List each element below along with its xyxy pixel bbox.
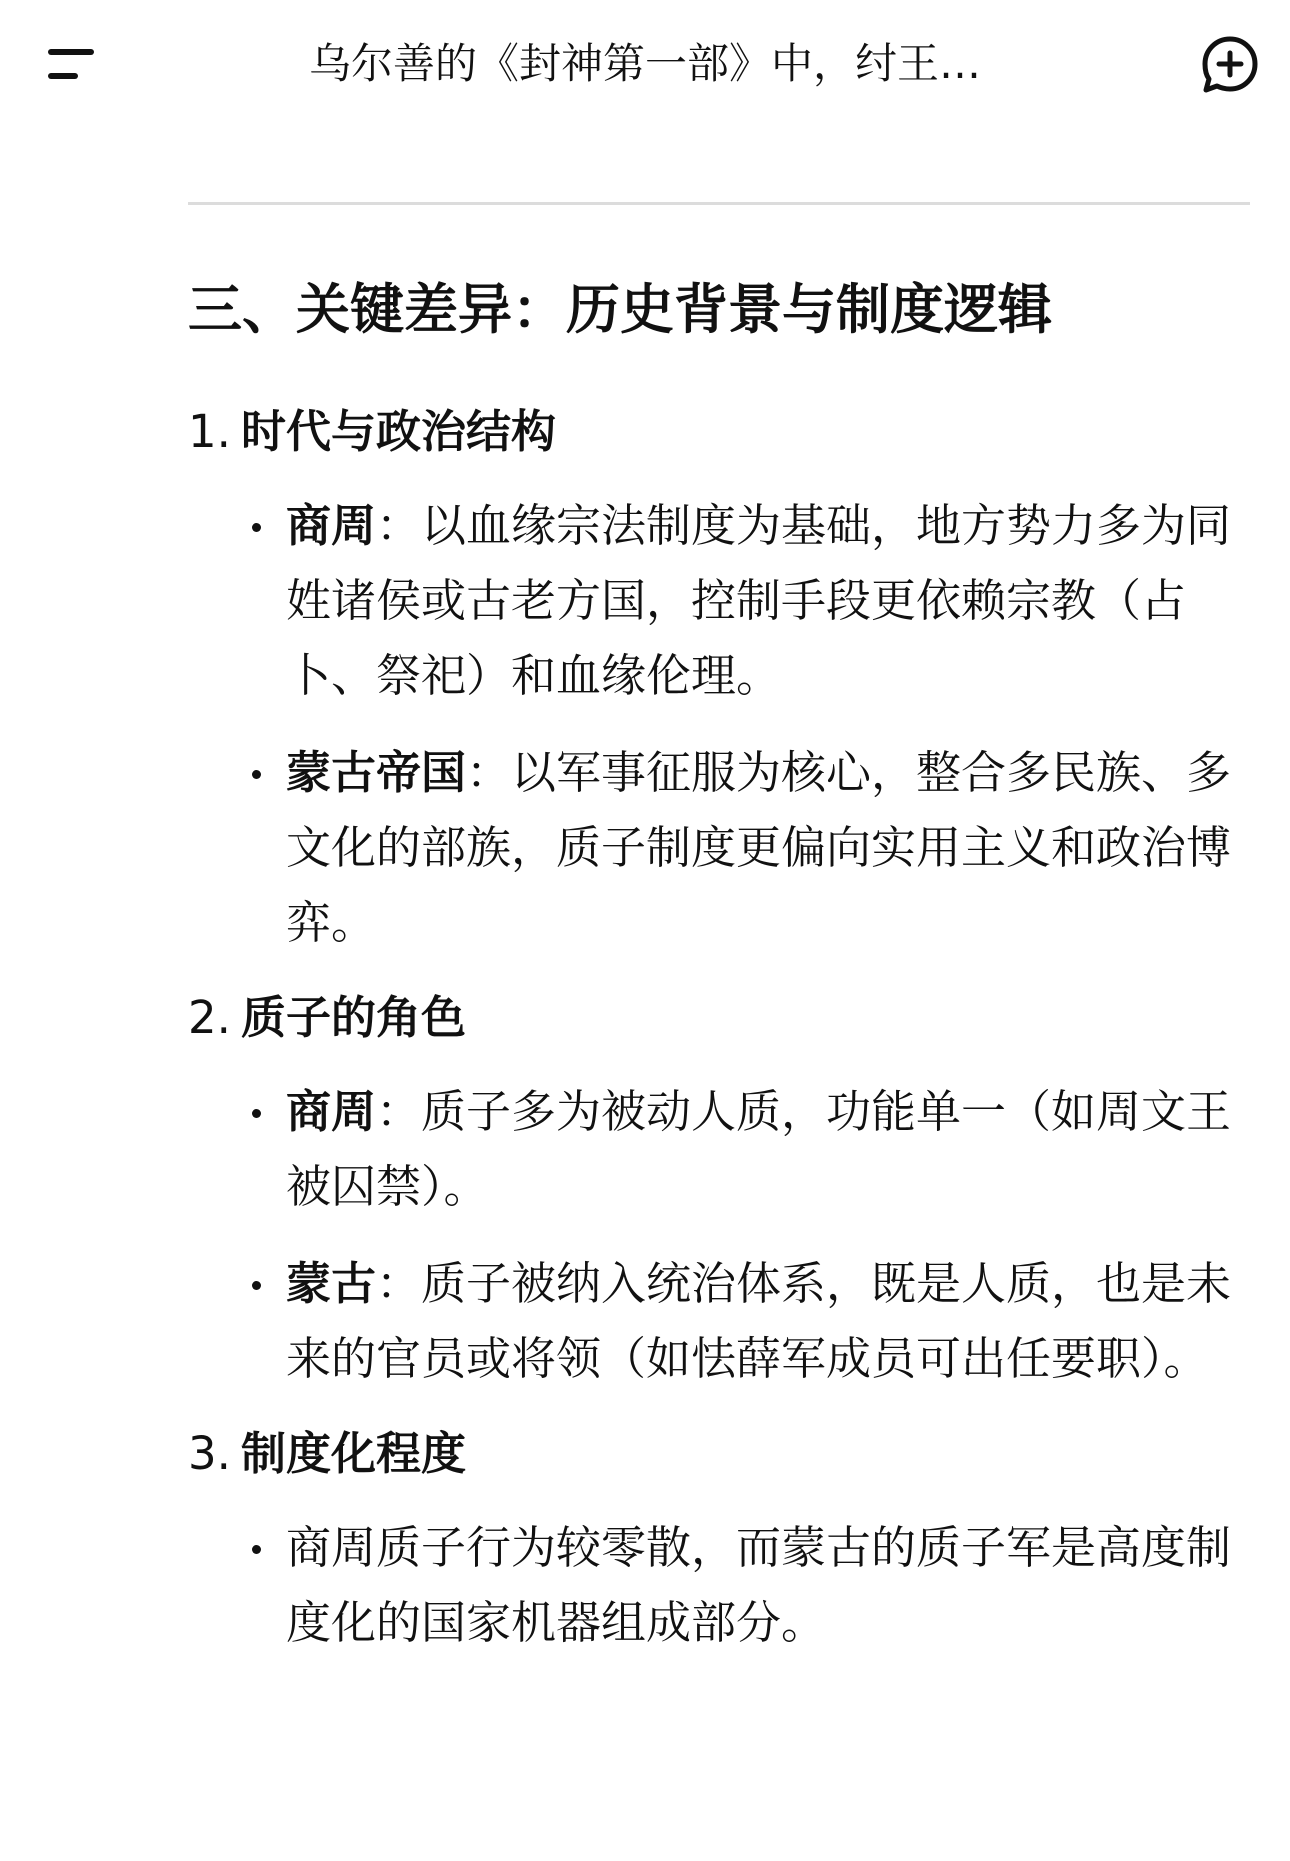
subsection-title: 质子的角色 [240, 991, 466, 1044]
bullet-list [188, 1510, 1258, 1660]
conversation-title[interactable]: 乌尔善的《封神第一部》中，纣王… [308, 39, 981, 88]
menu-icon-line-top [48, 49, 94, 55]
item-label: 蒙古 [286, 1257, 377, 1310]
item-separator: ： [466, 746, 512, 799]
subsection-3 [188, 1422, 1258, 1660]
section-heading: 三、关键差异：历史背景与制度逻辑 [188, 278, 1052, 341]
item-text: 质子被纳入统治体系，既是人质，也是未来的官员或将领（如怯薛军成员可出任要职）。 [286, 1257, 1232, 1385]
item-label: 蒙古帝国 [286, 746, 467, 799]
top-bar [0, 0, 1290, 130]
item-separator: ： [376, 1085, 422, 1138]
new-chat-icon-svg [1196, 30, 1264, 98]
subsection-1 [188, 400, 1258, 960]
item-text: 以血缘宗法制度为基础，地方势力多为同姓诸侯或古老方国，控制手段更依赖宗教（占卜、祭祀）和血缘伦理。 [286, 499, 1232, 702]
item-separator: ： [376, 499, 422, 552]
divider [188, 202, 1250, 205]
subsection-2 [188, 986, 1258, 1396]
bullet-dot [252, 770, 261, 779]
item-text: 商周质子行为较零散，而蒙古的质子军是高度制度化的国家机器组成部分。 [286, 1521, 1232, 1649]
subsection-title: 制度化程度 [240, 1427, 466, 1480]
bullet-list [188, 488, 1258, 960]
bullet-dot [252, 523, 261, 532]
bullet-dot [252, 1281, 261, 1290]
item-label: 商周 [286, 499, 377, 552]
bullet-list [188, 1074, 1258, 1396]
item-text: 以军事征服为核心，整合多民族、多文化的部族，质子制度更偏向实用主义和政治博弈。 [286, 746, 1232, 949]
subsection-heading [188, 400, 1258, 464]
subsection-number: 3. [188, 1427, 231, 1480]
bullet-dot [252, 1109, 261, 1118]
subsection-number: 1. [188, 405, 231, 458]
list-item [188, 1510, 1258, 1660]
subsection-number: 2. [188, 991, 231, 1044]
menu-icon[interactable] [40, 44, 100, 84]
subsection-heading [188, 986, 1258, 1050]
subsection-heading [188, 1422, 1258, 1486]
new-chat-icon[interactable] [1196, 30, 1264, 98]
item-separator: ： [376, 1257, 422, 1310]
item-label: 商周 [286, 1085, 377, 1138]
list-item [188, 735, 1258, 960]
subsection-title: 时代与政治结构 [240, 405, 556, 458]
item-text: 质子多为被动人质，功能单一（如周文王被囚禁）。 [286, 1085, 1232, 1213]
list-item [188, 1074, 1258, 1224]
list-item [188, 1246, 1258, 1396]
list-item [188, 488, 1258, 713]
bullet-dot [252, 1545, 261, 1554]
menu-icon-line-bottom [48, 73, 78, 79]
message-content [188, 270, 1258, 1682]
